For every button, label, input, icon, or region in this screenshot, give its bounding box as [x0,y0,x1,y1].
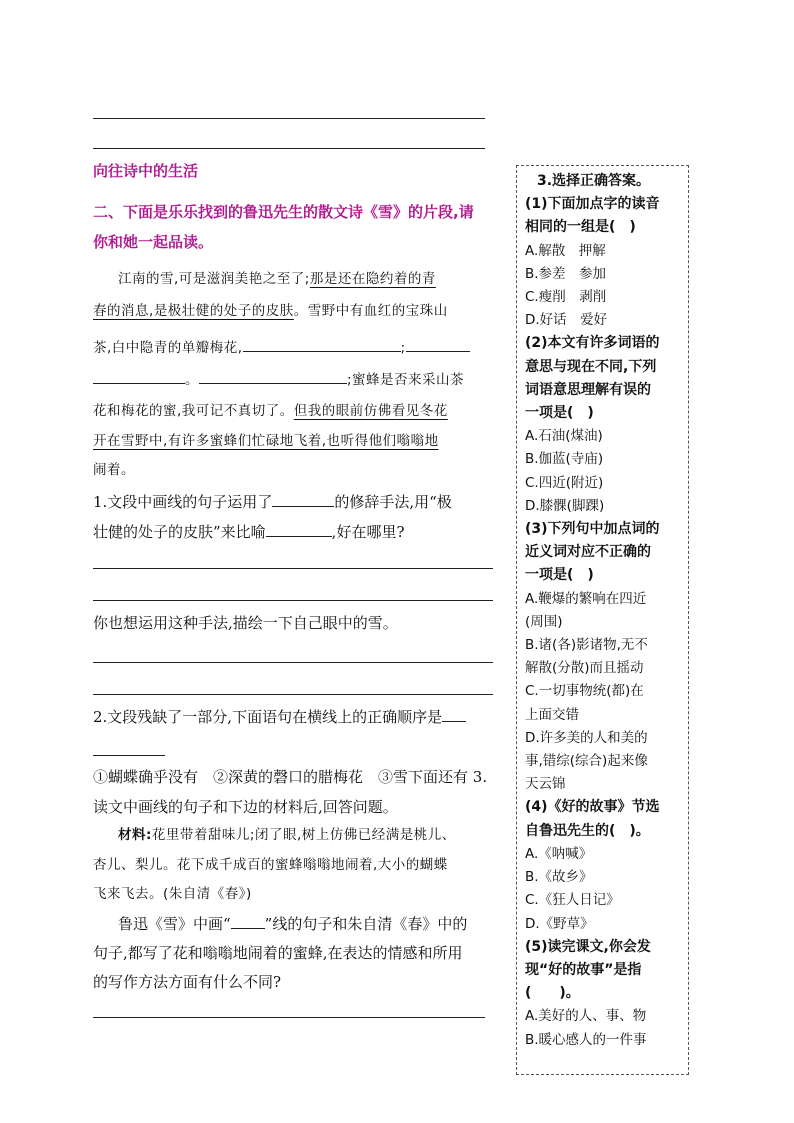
passage-line [118,265,436,294]
choice-option[interactable]: B.参差 参加 [525,265,607,282]
passage-text: ;蜜蜂是否来采山茶 [347,372,465,388]
passage-line [93,297,448,326]
sidebar-title: 3.选择正确答案。 [537,173,651,189]
material-line: 飞来飞去。(朱自清《春》) [93,886,252,902]
underlined-sentence: 春的消息,是极壮健的处子的皮肤 [93,303,294,319]
passage-text: 江南的雪,可是滋润美艳之至了; [118,271,310,287]
choice-question-2: 词语意思理解有误的 [525,381,651,398]
material-line: 材料:花里带着甜味儿;闭了眼,树上仿佛已经满是桃儿、 [118,827,456,843]
choice-question-3: 一项是( ) [525,567,594,584]
passage-line [93,333,470,363]
fill-blank[interactable] [93,365,185,384]
question-2-options: ①蝴蝶确乎没有 ②深黄的磬口的腊梅花 ③雪下面还有 3. [93,768,488,786]
section-title: 向往诗中的生活 [93,162,199,180]
passage-line [93,365,464,395]
choice-option[interactable]: C.《狂人日记》 [525,892,620,909]
choice-question-4: 自鲁迅先生的( )。 [525,822,650,839]
fill-blank[interactable] [406,333,470,352]
choice-option[interactable]: B.诸(各)影诸物,无不 [525,637,648,654]
answer-line[interactable] [93,662,493,663]
underlined-sentence: 那是还在隐约着的青 [309,271,436,287]
choice-option-cont: 天云锦 [525,776,566,793]
fill-blank[interactable] [442,703,466,722]
choice-question-3: 近义词对应不正确的 [525,544,651,561]
passage-line [93,397,448,426]
choice-question-1: 相同的一组是( ) [525,219,636,236]
choice-question-5: 现“好的故事”是指 [525,961,642,978]
choice-question-2: 一项是( ) [525,405,594,422]
choice-option[interactable]: B.《故乡》 [525,869,593,886]
passage-text: 。雪野中有血红的宝珠山 [293,303,448,319]
part-two-heading-line1: 二、下面是乐乐找到的鲁迅先生的散文诗《雪》的片段,请 [93,203,474,221]
answer-line[interactable] [93,148,485,149]
fill-blank[interactable] [199,365,347,384]
choice-option-cont: (周围) [525,613,563,630]
fill-blank[interactable] [93,755,165,756]
sidebar-choice-questions [516,165,689,1075]
choice-option[interactable]: C.四近(附近) [525,474,604,491]
choice-option-cont: 事,错综(综合)起来像 [525,753,648,770]
question-1-follow: 你也想运用这种手法,描绘一下自己眼中的雪。 [93,614,398,632]
fill-blank[interactable] [266,518,332,537]
choice-question-3: (3)下列句中加点词的 [525,521,660,538]
underlined-sentence: 但我的眼前仿佛看见冬花 [293,403,448,419]
question-1-cont: 壮健的处子的皮肤”来比喻 ,好在哪里? [93,518,404,547]
choice-option[interactable]: A.解散 押解 [525,242,606,259]
choice-option-cont: 上面交错 [525,706,579,723]
answer-line[interactable] [93,1017,485,1018]
answer-line[interactable] [93,600,493,601]
choice-option[interactable]: D.好话 爱好 [525,312,608,329]
passage-text: 。 [185,372,199,388]
passage-text: 茶,白中隐青的单瓣梅花, [93,340,243,356]
choice-option[interactable]: A.鞭爆的繁响在四近 [525,590,647,607]
question-3-prompt: 句子,都写了花和嗡嗡地闹着的蜜蜂,在表达的情感和所用 [93,944,463,962]
fill-blank[interactable] [243,333,401,352]
question-3-intro: 读文中画线的句子和下边的材料后,回答问题。 [93,798,398,816]
answer-line[interactable] [93,568,493,569]
passage-text: 花和梅花的蜜,我可记不真切了。 [93,403,294,419]
choice-option[interactable]: B.伽蓝(寺庙) [525,451,604,468]
fill-blank[interactable] [231,910,265,929]
passage-text: 闹着。 [93,462,135,478]
choice-option-cont: 解散(分散)而且摇动 [525,660,644,677]
choice-option[interactable]: A.石油(煤油) [525,428,603,445]
answer-line[interactable] [93,694,493,695]
question-1: 1.文段中画线的句子运用了 的修辞手法,用“极 [93,488,452,517]
passage-text: ; [400,340,406,356]
choice-option[interactable]: D.膝髁(脚踝) [525,497,605,514]
choice-question-2: 意思与现在不同,下列 [525,358,657,375]
underlined-sentence: 开在雪野中,有许多蜜蜂们忙碌地飞着,也听得他们嗡嗡地 [93,433,439,449]
choice-question-1: (1)下面加点字的读音 [525,196,660,213]
choice-question-5: ( )。 [525,985,580,1002]
answer-line[interactable] [93,118,485,119]
material-line: 杏儿、梨儿。花下成千成百的蜜蜂嗡嗡地闹着,大小的蝴蝶 [93,857,448,873]
material-label: 材料: [118,827,152,843]
choice-option[interactable]: D.《野草》 [525,915,594,932]
choice-option[interactable]: B.暖心感人的一件事 [525,1031,647,1048]
part-two-heading-line2: 你和她一起品读。 [93,233,214,251]
choice-option[interactable]: C.一切事物统(都)在 [525,683,644,700]
question-3-prompt: 鲁迅《雪》中画“ ”线的句子和朱自清《春》中的 [118,910,467,939]
fill-blank[interactable] [272,488,334,507]
question-2: 2.文段残缺了一部分,下面语句在横线上的正确顺序是 [93,703,466,732]
choice-option[interactable]: A.《呐喊》 [525,845,593,862]
choice-option[interactable]: D.许多美的人和美的 [525,729,648,746]
question-3-prompt: 的写作方法方面有什么不同? [93,973,282,991]
choice-question-5: (5)读完课文,你会发 [525,938,651,955]
choice-option[interactable]: C.瘦削 剥削 [525,289,607,306]
choice-option[interactable]: A.美好的人、事、物 [525,1008,647,1025]
choice-question-4: (4)《好的故事》节选 [525,799,660,816]
choice-question-2: (2)本文有许多词语的 [525,335,660,352]
